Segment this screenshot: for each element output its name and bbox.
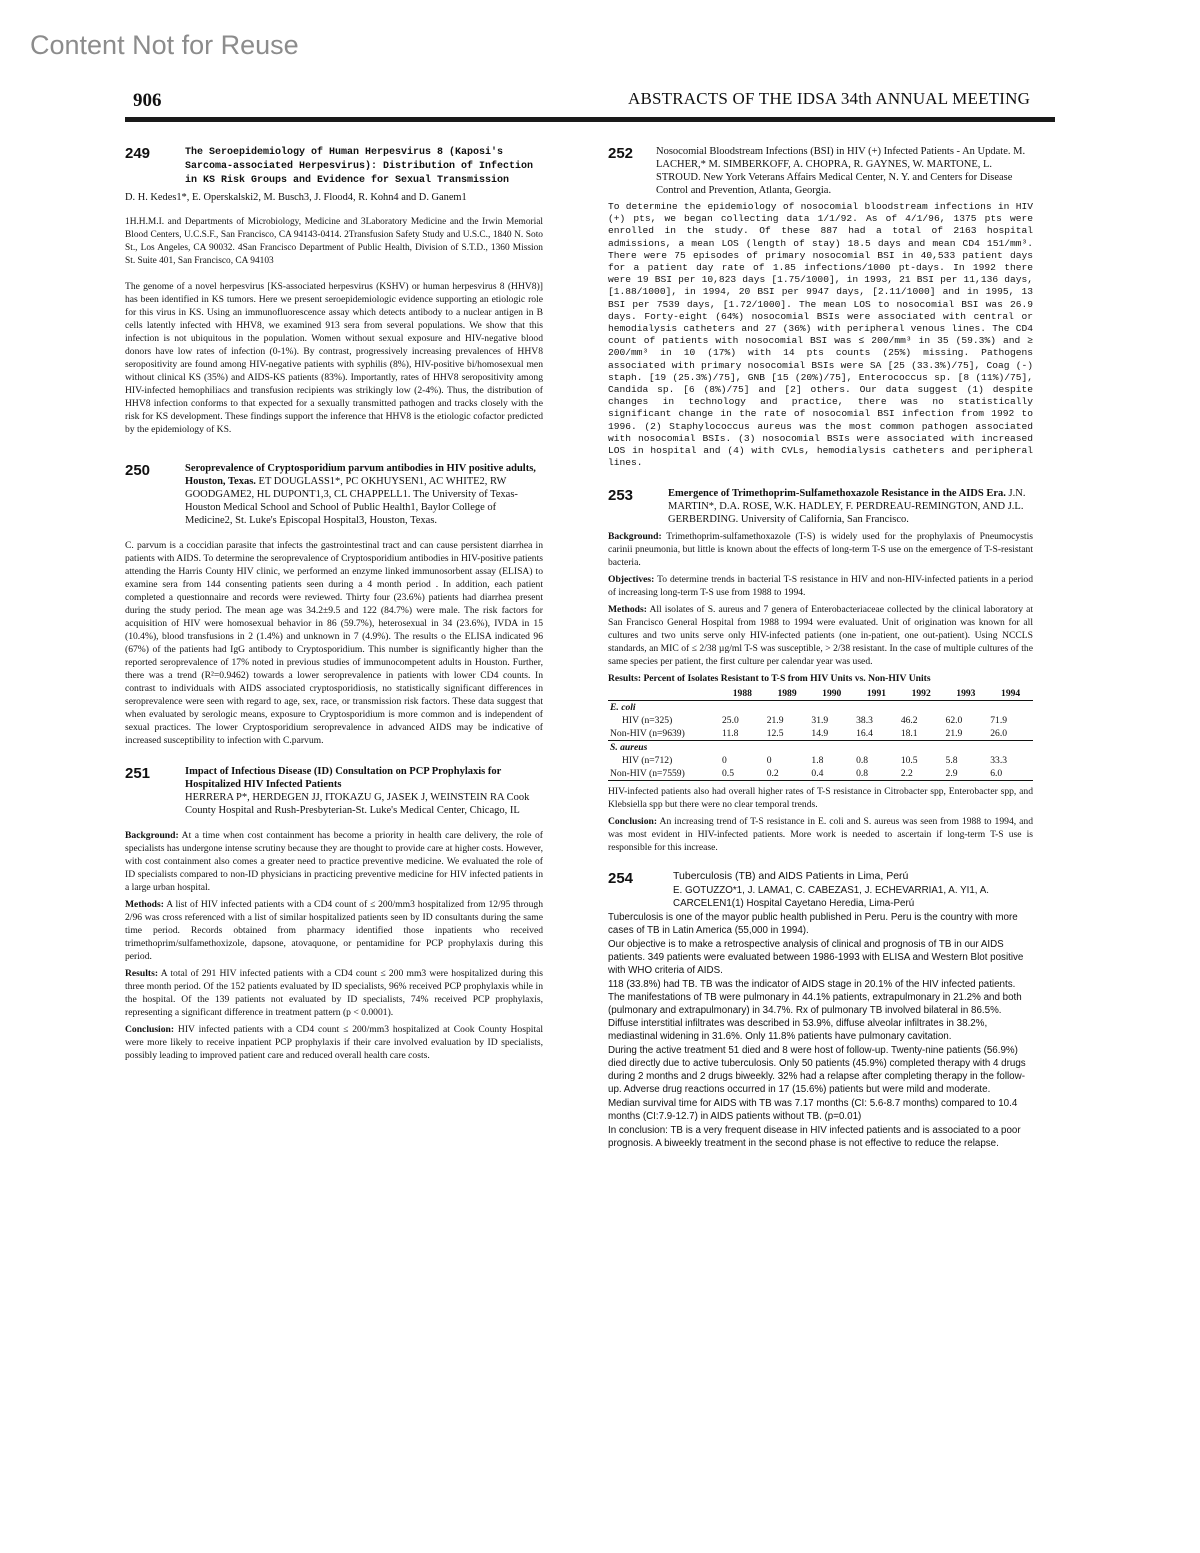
year-header: 1992 [899, 687, 944, 701]
table-header-row [608, 687, 1033, 701]
abstract-affiliations: 1H.H.M.I. and Departments of Microbiology, Medicine and 3Laboratory Medicine and the Irwin Memorial Blood Centers, U.C.S.F., San Francisco, CA 94143-0414. 2Transfusion Safety Study and U.S.C., 1840 N. Soto St., Los Angeles, CA 90032. 4San Francisco Department of Public Health, Division of S.T.D., 1360 Mission St. Suite 401, San Francisco, CA 94103 [125, 217, 543, 266]
abstract-methods: Methods: A list of HIV infected patients with a CD4 count of ≤ 200/mm3 hospitalized from 12/95 through 2/96 was cross referenced with a list of similar hospitalized patients seen by ID consultants during the same time period. Records obtained from pharmacy identified those inpatients who received trimethoprim/sulfamethoxizole, dapsone, atovaquone, or pentamidine for PCP prophylaxis during this period. [125, 899, 543, 962]
abstract-number: 249 [125, 145, 151, 162]
year-header: 1989 [765, 687, 810, 701]
abstract-heading [185, 765, 543, 817]
abstract-number: 252 [608, 145, 634, 162]
abstract-background: Background: At a time when cost containment has become a priority in health care delivery, the role of specialists has undergone intense scrutiny because they are thought to provide care at higher costs. However, with cost containment also comes a greater need to practice preventive medicine. We evaluated the role of ID specialists compared to non-ID physicians in practicing preventive medicine for HIV infected patients in a large urban hospital. [125, 830, 543, 893]
abstract-after-table: HIV-infected patients also had overall higher rates of T-S resistance in Citrobacter spp, Enterobacter spp, and Klebsiella spp but there were no clear temporal trends. [608, 786, 1033, 811]
abstract-title: Nosocomial Bloodstream Infections (BSI) in HIV (+) Infected Patients - An Update. [656, 146, 1011, 157]
abstract-methods: Methods: All isolates of S. aureus and 7 genera of Enterobacteriaceae collected by the clinical laboratory at San Francisco General Hospital from 1988 to 1994 were evaluated. Unit of origination was known for all cultures and two units serve only HIV-infected patients (one in-patient, one out-patient). Using NCCLS standards, an MIC of ≤ 2/38 µg/ml T-S was susceptible, > 2/38 resistant. In the case of multiple cultures of the same species per patient, the first culture per calendar year was used. [608, 604, 1033, 668]
abstract-253 [608, 487, 1033, 854]
abstract-paragraph: Tuberculosis is one of the mayor public health published in Peru. Peru is the country with more cases of TB in Latin America (55,000 in 1994). [608, 912, 1018, 937]
abstract-body: C. parvum is a coccidian parasite that infects the gastrointestinal tract and can cause persistent diarrhea in patients with AIDS. To determine the seroprevalence of Cryptosporidium antibodies in HIV-positive patients attending the Harris County HIV clinic, we performed an enzyme linked immunosorbent assay (ELISA) to examine sera from 144 consenting patients seen during a 4 month period . In addition, each patient completed a questionnaire and records were reviewed. Thirty four (23.6%) patients had diarrhea present during the study period. The mean age was 34.2±9.5 and 122 (84.7%) were male. The risk factors for acquisition of HIV were homosexual behavior in 86 (59.7%), heterosexual in 34 (23.6%), IVDA in 15 (10.4%), blood transfusions in 2 (1.4%) and unknown in 7 (4.9%). The results o the ELISA indicated 96 (67%) of the patients had IgG antibody to Cryptosporidium. This number is significantly higher than the reported seroprevalence of 17% noted in previous studies of immunocompetent adults in Houston. Further, there was a trend (R²=0.9462) towards a lower seroprevalence in patients with lower CD4 counts. In contrast to individuals with AIDS associated cryptosporidiosis, no statistically significant differences in seroprevalence were seen with regard to age, sex, race, or transmission risk factors. These data suggest that when evaluated by serologic means, exposure to Cryptosporidium is more common and is independent of sexual practices. The lower Cryptosporidium seroprevalence in advanced AIDS may be indicative of increased susceptibility to infection with C.parvum. [125, 540, 543, 746]
abstract-authors: D. H. Kedes1*, E. Operskalski2, M. Busch3, J. Flood4, R. Kohn4 and D. Ganem1 [125, 192, 467, 203]
abstract-number: 254 [608, 870, 634, 888]
left-column [125, 145, 543, 1074]
watermark: Content Not for Reuse [30, 30, 299, 60]
abstract-heading [185, 462, 543, 527]
year-header: 1988 [720, 687, 765, 701]
abstract-254 [608, 870, 1033, 1150]
abstract-title: Emergence of Trimethoprim-Sulfamethoxazole Resistance in the AIDS Era. [668, 488, 1006, 500]
abstract-title: The Seroepidemiology of Human Herpesvirus 8 (Kaposi's Sarcoma-associated Herpesvirus): Distribution of Infection in KS Risk Groups and Evidence for Sexual Transmission [185, 147, 534, 186]
running-head: ABSTRACTS OF THE IDSA 34th ANNUAL MEETING [628, 89, 1031, 108]
page-number: 906 [133, 90, 162, 111]
abstract-title: Impact of Infectious Disease (ID) Consultation on PCP Prophylaxis for Hospitalized HIV Infected Patients [185, 766, 502, 790]
abstract-results: Results: A total of 291 HIV infected patients with a CD4 count ≤ 200 mm3 were hospitalized during this three month period. Of the 152 patients evaluated by ID specialists, 96% received PCP prophylaxis while in the hospital. Of the 139 patients not evaluated by ID specialists, 74% received PCP prophylaxis, representing a significant difference in treatment pattern (p < 0.0001). [125, 968, 543, 1018]
abstract-paragraph: Our objective is to make a retrospective analysis of clinical and prognosis of TB in our AIDS patients. 349 patients were evaluated between 1986-1993 with ELISA and Western Blot positive with WHO criteria of AIDS. [608, 939, 1024, 977]
table-row: Non-HIV (n=9639) 11.8 12.5 14.9 16.4 18.1 21.9 26.0 [610, 728, 1008, 740]
abstract-conclusion: Conclusion: An increasing trend of T-S resistance in E. coli and S. aureus was seen from 1988 to 1994, and was most evident in HIV-infected patients. More work is needed to ascertain if long-term T-S use is responsible for this increase. [608, 816, 1033, 854]
abstract-title: Seroprevalence of Cryptosporidium parvum antibodies in HIV positive adults, Houston, Texas. [185, 463, 536, 487]
abstract-objectives: Objectives: To determine trends in bacterial T-S resistance in HIV and non-HIV-infected patients in a period of increasing long-term T-S use from 1988 to 1994. [608, 574, 1033, 599]
abstract-authors: E. GOTUZZO*1, J. LAMA1, C. CABEZAS1, J. ECHEVARRIA1, A. YI1, A. CARCELEN1(1) Hospital Cayetano Heredia, Lima-Perú [673, 885, 989, 910]
year-header: 1993 [944, 687, 989, 701]
year-header: 1990 [809, 687, 854, 701]
abstract-background: Background: Trimethoprim-sulfamethoxazole (T-S) is widely used for the prophylaxis of Pneumocystis carinii pneumonia, but little is known about the effects of long-term T-S use on the emergence of T-S-resistant bacteria. [608, 531, 1033, 569]
abstract-paragraph: In conclusion: TB is a very frequent disease in HIV infected patients and is associated to a poor prognosis. A biweekly treatment in the second phase is not effective to reduce the relapse. [608, 1125, 1021, 1150]
year-header: 1991 [854, 687, 899, 701]
abstract-250 [125, 462, 543, 747]
abstract-conclusion: Conclusion: HIV infected patients with a CD4 count ≤ 200/mm3 hospitalized at Cook County Hospital were more likely to receive inpatient PCP prophylaxis if their care involved evaluation by ID specialists, possibly leading to improved patient care and reduced overall health care costs. [125, 1024, 543, 1061]
table-row: HIV (n=712) 0 0 1.8 0.8 10.5 5.8 33.3 [622, 755, 1008, 767]
abstract-number: 250 [125, 462, 151, 479]
abstract-paragraph: 118 (33.8%) had TB. TB was the indicator of AIDS stage in 20.1% of the HIV infected patients. The manifestations of TB were pulmonary in 44.1% patients, extrapulmonary in 21.2% and both (pulmonary and extrapulmonary) in 34.7%. Rx of pulmonary TB involved bilateral in 86.5%. Diffuse interstitial infiltrates was described in 53.9%, diffuse alveolar infiltrates in 38.2%, mediastinal widening in 31.6%. Only 11.8% patients have pulmonary cavitation. [608, 979, 1022, 1043]
abstract-heading [656, 145, 1033, 197]
year-header: 1994 [988, 687, 1033, 701]
abstract-paragraph: During the active treatment 51 died and 8 were host of follow-up. Twenty-nine patients (56.9%) died directly due to active tuberculosis. Only 50 patients (45.9%) completed therapy with 4 drugs during 2 months and 2 drugs biweekly. 32% had a relapse after completing therapy in the follow-up. Adverse drug reactions occurred in 17 (15.6%) patients but were mild and moderate. [608, 1045, 1026, 1096]
abstract-authors: ET DOUGLASS1*, PC OKHUYSEN1, AC WHITE2, RW GOODGAME2, HL DUPONT1,3, CL CHAPPELL1. The University of Texas-Houston Medical School and School of Public Health1, Baylor College of Medicine2, St. Luke's Episcopal Hospital3, Houston, Texas. [185, 476, 518, 526]
abstract-title: Tuberculosis (TB) and AIDS Patients in Lima, Perú [673, 870, 909, 883]
abstract-authors: HERRERA P*, HERDEGEN JJ, ITOKAZU G, JASEK J, WEINSTEIN RA Cook County Hospital and Rush-Presbyterian-St. Luke's Medical Center, Chicago, IL [185, 792, 530, 816]
abstract-number: 253 [608, 487, 634, 505]
table-row: HIV (n=325) 25.0 21.9 31.9 38.3 46.2 62.0 71.9 [622, 715, 1008, 727]
results-table-caption: Results: Percent of Isolates Resistant to T-S from HIV Units vs. Non-HIV Units [608, 673, 931, 685]
abstract-paragraph: Median survival time for AIDS with TB was 7.17 months (CI: 5.6-8.7 months) compared to 10.4 months (CI:7.9-12.7) in AIDS patients without TB. (p=0.01) [608, 1098, 1018, 1123]
header-rule [125, 117, 1055, 122]
abstract-heading [668, 487, 1033, 526]
abstract-authors: M. LACHER,* M. SIMBERKOFF, A. CHOPRA, R. GAYNES, W. MARTONE, L. STROUD. New York Veterans Affairs Medical Center, N. Y. and Centers for Disease Control and Prevention, Atlanta, Georgia. [656, 146, 1026, 196]
abstract-252 [608, 145, 1033, 469]
abstract-authors: J.N. MARTIN*, D.A. ROSE, W.K. HADLEY, F. PERDREAU-REMINGTON, AND J.L. GERBERDING. University of California, San Francisco. [668, 488, 1026, 526]
abstract-number: 251 [125, 765, 151, 782]
resistance-table [608, 687, 1033, 781]
table-group-row: S. aureus [608, 741, 1033, 755]
table-group-row: E. coli [608, 701, 1033, 715]
right-column [608, 145, 1033, 1162]
abstract-body: To determine the epidemiology of nosocomial bloodstream infections in HIV (+) pts, we began collecting data 1/1/92. As of 4/1/96, 1375 pts were enrolled in the study. Of these 887 had a total of 2163 hospital admissions, a mean LOS (length of stay) 18.5 days and mean CD4 151/mm³. There were 75 episodes of primary nosocomial BSI in 40,533 patient days for a patient day rate of 1.85 infections/1000 pt-days. In 1992 there were 19 BSI per 10,823 days [1.75/1000], in 1993, 21 BSI per 11,136 days, [1.88/1000], in 1994, 20 BSI per 9947 days, [2.11/1000] and in 1995, 13 BSI per 7539 days, [1.72/1000]. The mean LOS to nosocomial BSI was 26.9 days. Forty-eight (64%) nosocomial BSIs were associated with central or hemodialysis catheters and 27 (36%) with peripheral venous lines. The CD4 count of patients with nosocomial BSI was ≤ 200/mm³ in 35 (59.3%) and ≥ 200/mm³ in 10 (17%) with 14 pts counts (25%) missing. Pathogens associated with primary nosocomial BSIs were SA [25 (33.3%)/75], Coag (-) staph. [19 (25.3%)/75], GNB [15 (20%)/75], Enterococcus sp. [8 (11%)/75], Candida sp. [6 (8%)/75] and [2] others. Our data suggest (1) despite changes in technology and practice, there was no statistically significant change in the rate of nosocomial BSI infection from 1992 to 1996. (2) Staphylococcus aureus was the most common pathogen associated with nosocomial BSIs. (3) nosocomial BSIs were associated with increased LOS in hospital and (4) with CVLs, hemodialysis catheters and peripheral lines. [608, 201, 1033, 469]
table-row: Non-HIV (n=7559) 0.5 0.2 0.4 0.8 2.2 2.9 6.0 [608, 767, 1033, 781]
abstract-249 [125, 145, 543, 436]
abstract-body: The genome of a novel herpesvirus [KS-associated herpesvirus (KSHV) or human herpesvirus 8 (HHV8)] has been identified in KS tumors. Here we present seroepidemiologic evidence supporting an etiologic role for this virus in KS. Using an immunofluorescence assay which detects antibody to a nuclear antigen in B cells latently infected with HHV8, we examined 913 sera from several populations. We show that this infection is not ubiquitous in the population. Women without sexual exposure and HIV-negative blood donors have low rates of infection (0-1%). By contrast, progressively increasing prevalences of HHV8 seropositivity are found among HIV-negative patients with syphilis (8%), HIV-positive bi/homosexual men without clinical KS (35%) and AIDS-KS patients (83%). Importantly, rates of HHV8 seropositivity among HIV-infected hemophiliacs and transfusion recipients was strikingly low (2-4%). Thus, the distribution of HHV8 infection conforms to that expected for a sexually transmitted pathogen and tracks closely with the risk for KS development. These findings support the inference that HHV8 is the etiologic cofactor predicted by the epidemiology of KS. [125, 281, 543, 435]
abstract-251 [125, 765, 543, 1062]
